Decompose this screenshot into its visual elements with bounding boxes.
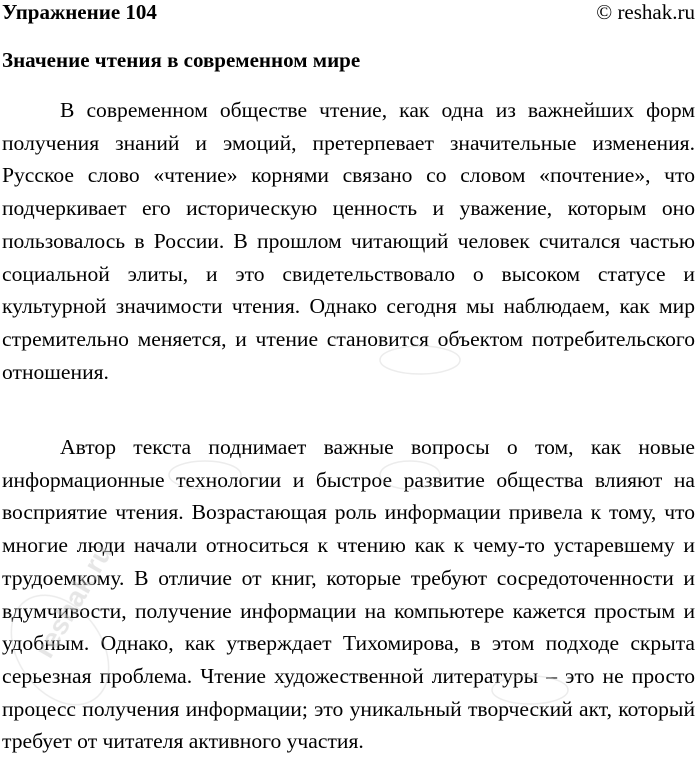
header [0,0,699,26]
essay-paragraph-1: В современном обществе чтение, как одна из важнейших форм получения знаний и эмоций, претерпевает значительные изменения. Русское слово «чтение» корнями связано со словом «почтение», что подчеркивает его историческую ценность и уважение, которым оно пользовалось в России. В прошлом читающий человек считался частью социальной элиты, и это свидетельствовало о высоком статусе и культурной значимости чтения. Однако сегодня мы наблюдаем, как мир стремительно меняется, и чтение становится объектом потребительского отношения. [2,98,695,384]
exercise-title: Упражнение 104 [2,0,157,24]
essay-title: Значение чтения в современном мире [2,48,361,72]
watermark-text: reshak.ru [28,538,119,663]
essay-paragraph-2: Автор текста поднимает важные вопросы о том, как новые информационные технологии и быстрое развитие общества влияют на восприятие чтения. Возрастающая роль информации привела к тому, что многие люди начали относиться к чтению как к чему-то устаревшему и трудоемкому. В отличие от книг, которые требуют сосредоточенности и вдумчивости, получение информации на компьютере кажется простым и удобным. Однако, как утверждает Тихомирова, в этом подходе скрыта серьезная проблема. Чтение художественной литературы – это не просто процесс получения информации; это уникальный творческий акт, который требует от читателя активного участия. [2,435,695,754]
source-credit: © reshak.ru [596,0,695,24]
